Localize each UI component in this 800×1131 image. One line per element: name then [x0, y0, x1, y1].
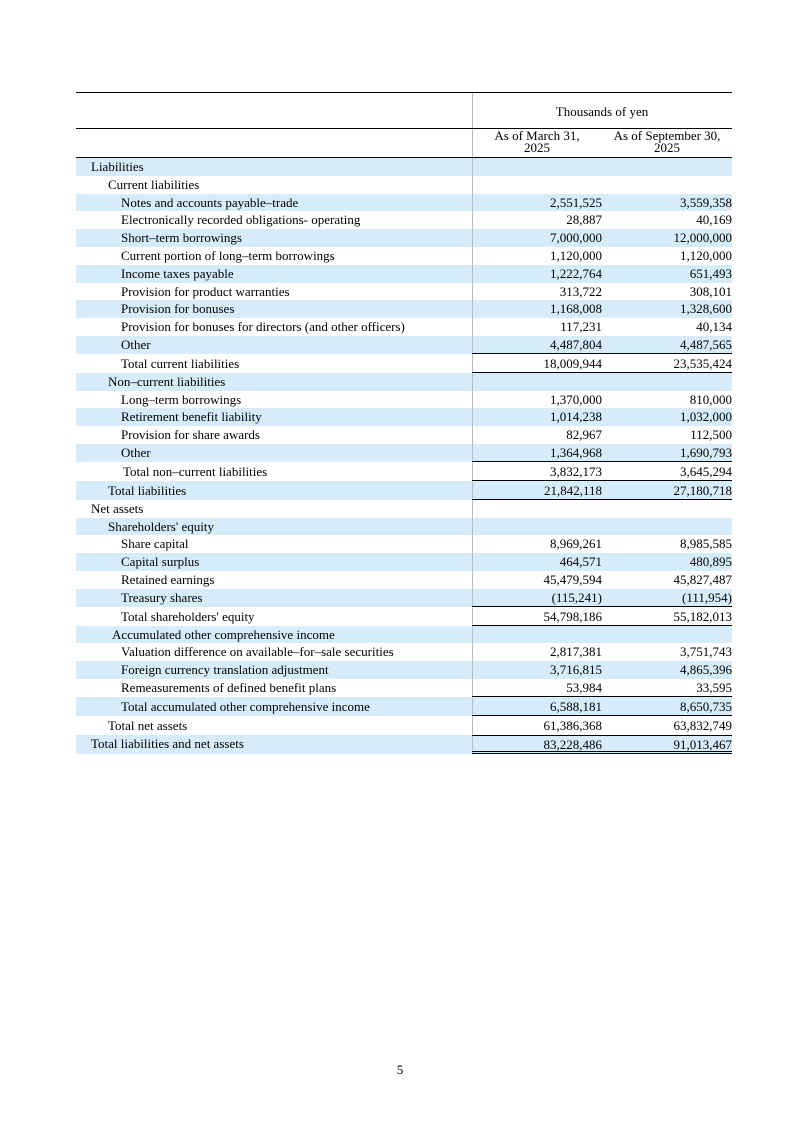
value-september: 480,895 — [689, 554, 732, 570]
value-march: 18,009,944 — [472, 354, 602, 373]
value-september: 33,595 — [602, 679, 732, 697]
value-march: 8,969,261 — [550, 536, 602, 552]
unit-label: Thousands of yen — [555, 104, 649, 119]
row-label: Valuation difference on available–for–sale securities — [121, 644, 394, 660]
value-september: 40,169 — [696, 212, 732, 228]
value-march: 61,386,368 — [543, 717, 602, 733]
value-september: 40,134 — [696, 319, 732, 335]
value-september: 1,690,793 — [602, 444, 732, 462]
row-label: Provision for bonuses for directors (and other officers) — [121, 319, 405, 335]
row-label: Non–current liabilities — [108, 373, 226, 389]
value-september: 3,559,358 — [680, 194, 732, 210]
value-september: 651,493 — [689, 265, 732, 281]
value-march: 1,014,238 — [550, 409, 602, 425]
value-september: 1,120,000 — [680, 247, 732, 263]
row-label: Provision for share awards — [121, 427, 260, 443]
value-march: 1,370,000 — [550, 391, 602, 407]
value-september: 12,000,000 — [673, 230, 732, 246]
value-march: 7,000,000 — [550, 230, 602, 246]
value-september: 1,032,000 — [680, 409, 732, 425]
value-march: 1,222,764 — [550, 265, 602, 281]
table-row — [76, 300, 732, 318]
row-label: Retained earnings — [121, 571, 215, 587]
column-header-march: As of March 31, 2025 — [494, 128, 580, 155]
row-label: Income taxes payable — [121, 265, 234, 281]
row-label: Notes and accounts payable–trade — [121, 194, 299, 210]
row-label: Current liabilities — [108, 176, 200, 192]
value-september: (111,954) — [602, 589, 732, 607]
value-september: 3,645,294 — [602, 462, 732, 481]
value-march: 6,588,181 — [472, 697, 602, 716]
value-march: 83,228,486 — [472, 735, 602, 754]
value-september: 23,535,424 — [602, 354, 732, 373]
value-september: 45,827,487 — [673, 571, 732, 587]
value-march: 3,832,173 — [472, 462, 602, 481]
value-september: 4,487,565 — [602, 336, 732, 354]
row-label: Total accumulated other comprehensive income — [121, 698, 370, 714]
table-row-grand-total — [76, 735, 732, 754]
table-row — [76, 265, 732, 283]
value-march: 117,231 — [560, 319, 602, 335]
table-row — [76, 444, 732, 462]
value-march: 1,364,968 — [472, 444, 602, 462]
row-label: Net assets — [91, 500, 144, 516]
value-march: 45,479,594 — [543, 571, 602, 587]
row-label: Provision for product warranties — [121, 283, 290, 299]
row-label: Foreign currency translation adjustment — [121, 662, 329, 678]
value-september: 27,180,718 — [602, 481, 732, 500]
balance-sheet-table — [76, 92, 732, 754]
table-row — [76, 354, 732, 373]
column-header-september: As of September 30, 2025 — [613, 128, 721, 155]
row-label: Remeasurements of defined benefit plans — [121, 679, 337, 695]
table-row — [76, 336, 732, 354]
value-march: 4,487,804 — [472, 336, 602, 354]
row-label: Total current liabilities — [121, 355, 240, 371]
row-label: Liabilities — [91, 159, 144, 174]
row-label: Provision for bonuses — [121, 301, 235, 317]
row-label: Other — [121, 444, 151, 460]
value-march: 53,984 — [472, 679, 602, 697]
row-label: Long–term borrowings — [121, 391, 242, 407]
table-row — [76, 697, 732, 716]
table-row — [76, 553, 732, 571]
table-row — [76, 176, 732, 194]
row-label: Total net assets — [108, 717, 188, 733]
value-march: (115,241) — [472, 589, 602, 607]
table-row — [76, 318, 732, 336]
column-header — [76, 128, 732, 158]
table-row — [76, 535, 732, 553]
value-march: 464,571 — [559, 554, 602, 570]
row-label: Short–term borrowings — [121, 230, 242, 246]
table-row — [76, 481, 732, 500]
value-march: 28,887 — [566, 212, 602, 228]
table-row — [76, 643, 732, 661]
table-row — [76, 716, 732, 735]
table-row — [76, 607, 732, 626]
table-row — [76, 589, 732, 607]
table-row — [76, 229, 732, 247]
row-label: Electronically recorded obligations- operating — [121, 212, 361, 228]
table-row — [76, 462, 732, 481]
row-label: Current portion of long–term borrowings — [121, 247, 335, 263]
table-row — [76, 247, 732, 265]
row-label: Total non–current liabilities — [123, 463, 268, 479]
table-row — [76, 194, 732, 212]
table-row — [76, 500, 732, 518]
unit-header — [76, 93, 732, 128]
table-row — [76, 373, 732, 391]
table-row — [76, 211, 732, 229]
row-label: Other — [121, 336, 151, 352]
value-march: 54,798,186 — [472, 607, 602, 626]
row-label: Total shareholders' equity — [121, 608, 255, 624]
table-row — [76, 426, 732, 444]
table-row — [76, 408, 732, 426]
value-september: 308,101 — [689, 283, 732, 299]
row-label: Total liabilities — [108, 482, 187, 498]
value-march: 82,967 — [566, 427, 602, 443]
row-label: Accumulated other comprehensive income — [112, 626, 335, 642]
value-march: 2,817,381 — [550, 644, 602, 660]
value-september: 8,650,735 — [602, 697, 732, 716]
table-row — [76, 571, 732, 589]
value-september: 810,000 — [689, 391, 732, 407]
table-row — [76, 158, 732, 176]
table-row — [76, 391, 732, 409]
row-label: Retirement benefit liability — [121, 409, 262, 425]
value-september: 55,182,013 — [602, 607, 732, 626]
row-label: Share capital — [121, 536, 189, 552]
value-september: 3,751,743 — [680, 644, 732, 660]
table-row — [76, 661, 732, 679]
value-march: 3,716,815 — [550, 662, 602, 678]
page-number: 5 — [396, 1062, 404, 1077]
row-label: Total liabilities and net assets — [91, 735, 244, 751]
value-march: 2,551,525 — [550, 194, 602, 210]
row-label: Capital surplus — [121, 554, 200, 570]
value-september: 8,985,585 — [680, 536, 732, 552]
table-row — [76, 679, 732, 697]
value-march: 21,842,118 — [472, 481, 602, 500]
value-september: 1,328,600 — [680, 301, 732, 317]
value-september: 63,832,749 — [673, 717, 732, 733]
value-september: 4,865,396 — [680, 662, 732, 678]
value-march: 1,120,000 — [550, 247, 602, 263]
row-label: Shareholders' equity — [108, 518, 214, 534]
table-row — [76, 283, 732, 301]
value-september: 112,500 — [690, 427, 732, 443]
value-march: 313,722 — [559, 283, 602, 299]
table-row — [76, 626, 732, 644]
row-label: Treasury shares — [121, 589, 203, 605]
table-row — [76, 518, 732, 536]
value-march: 1,168,008 — [550, 301, 602, 317]
value-september: 91,013,467 — [602, 735, 732, 754]
